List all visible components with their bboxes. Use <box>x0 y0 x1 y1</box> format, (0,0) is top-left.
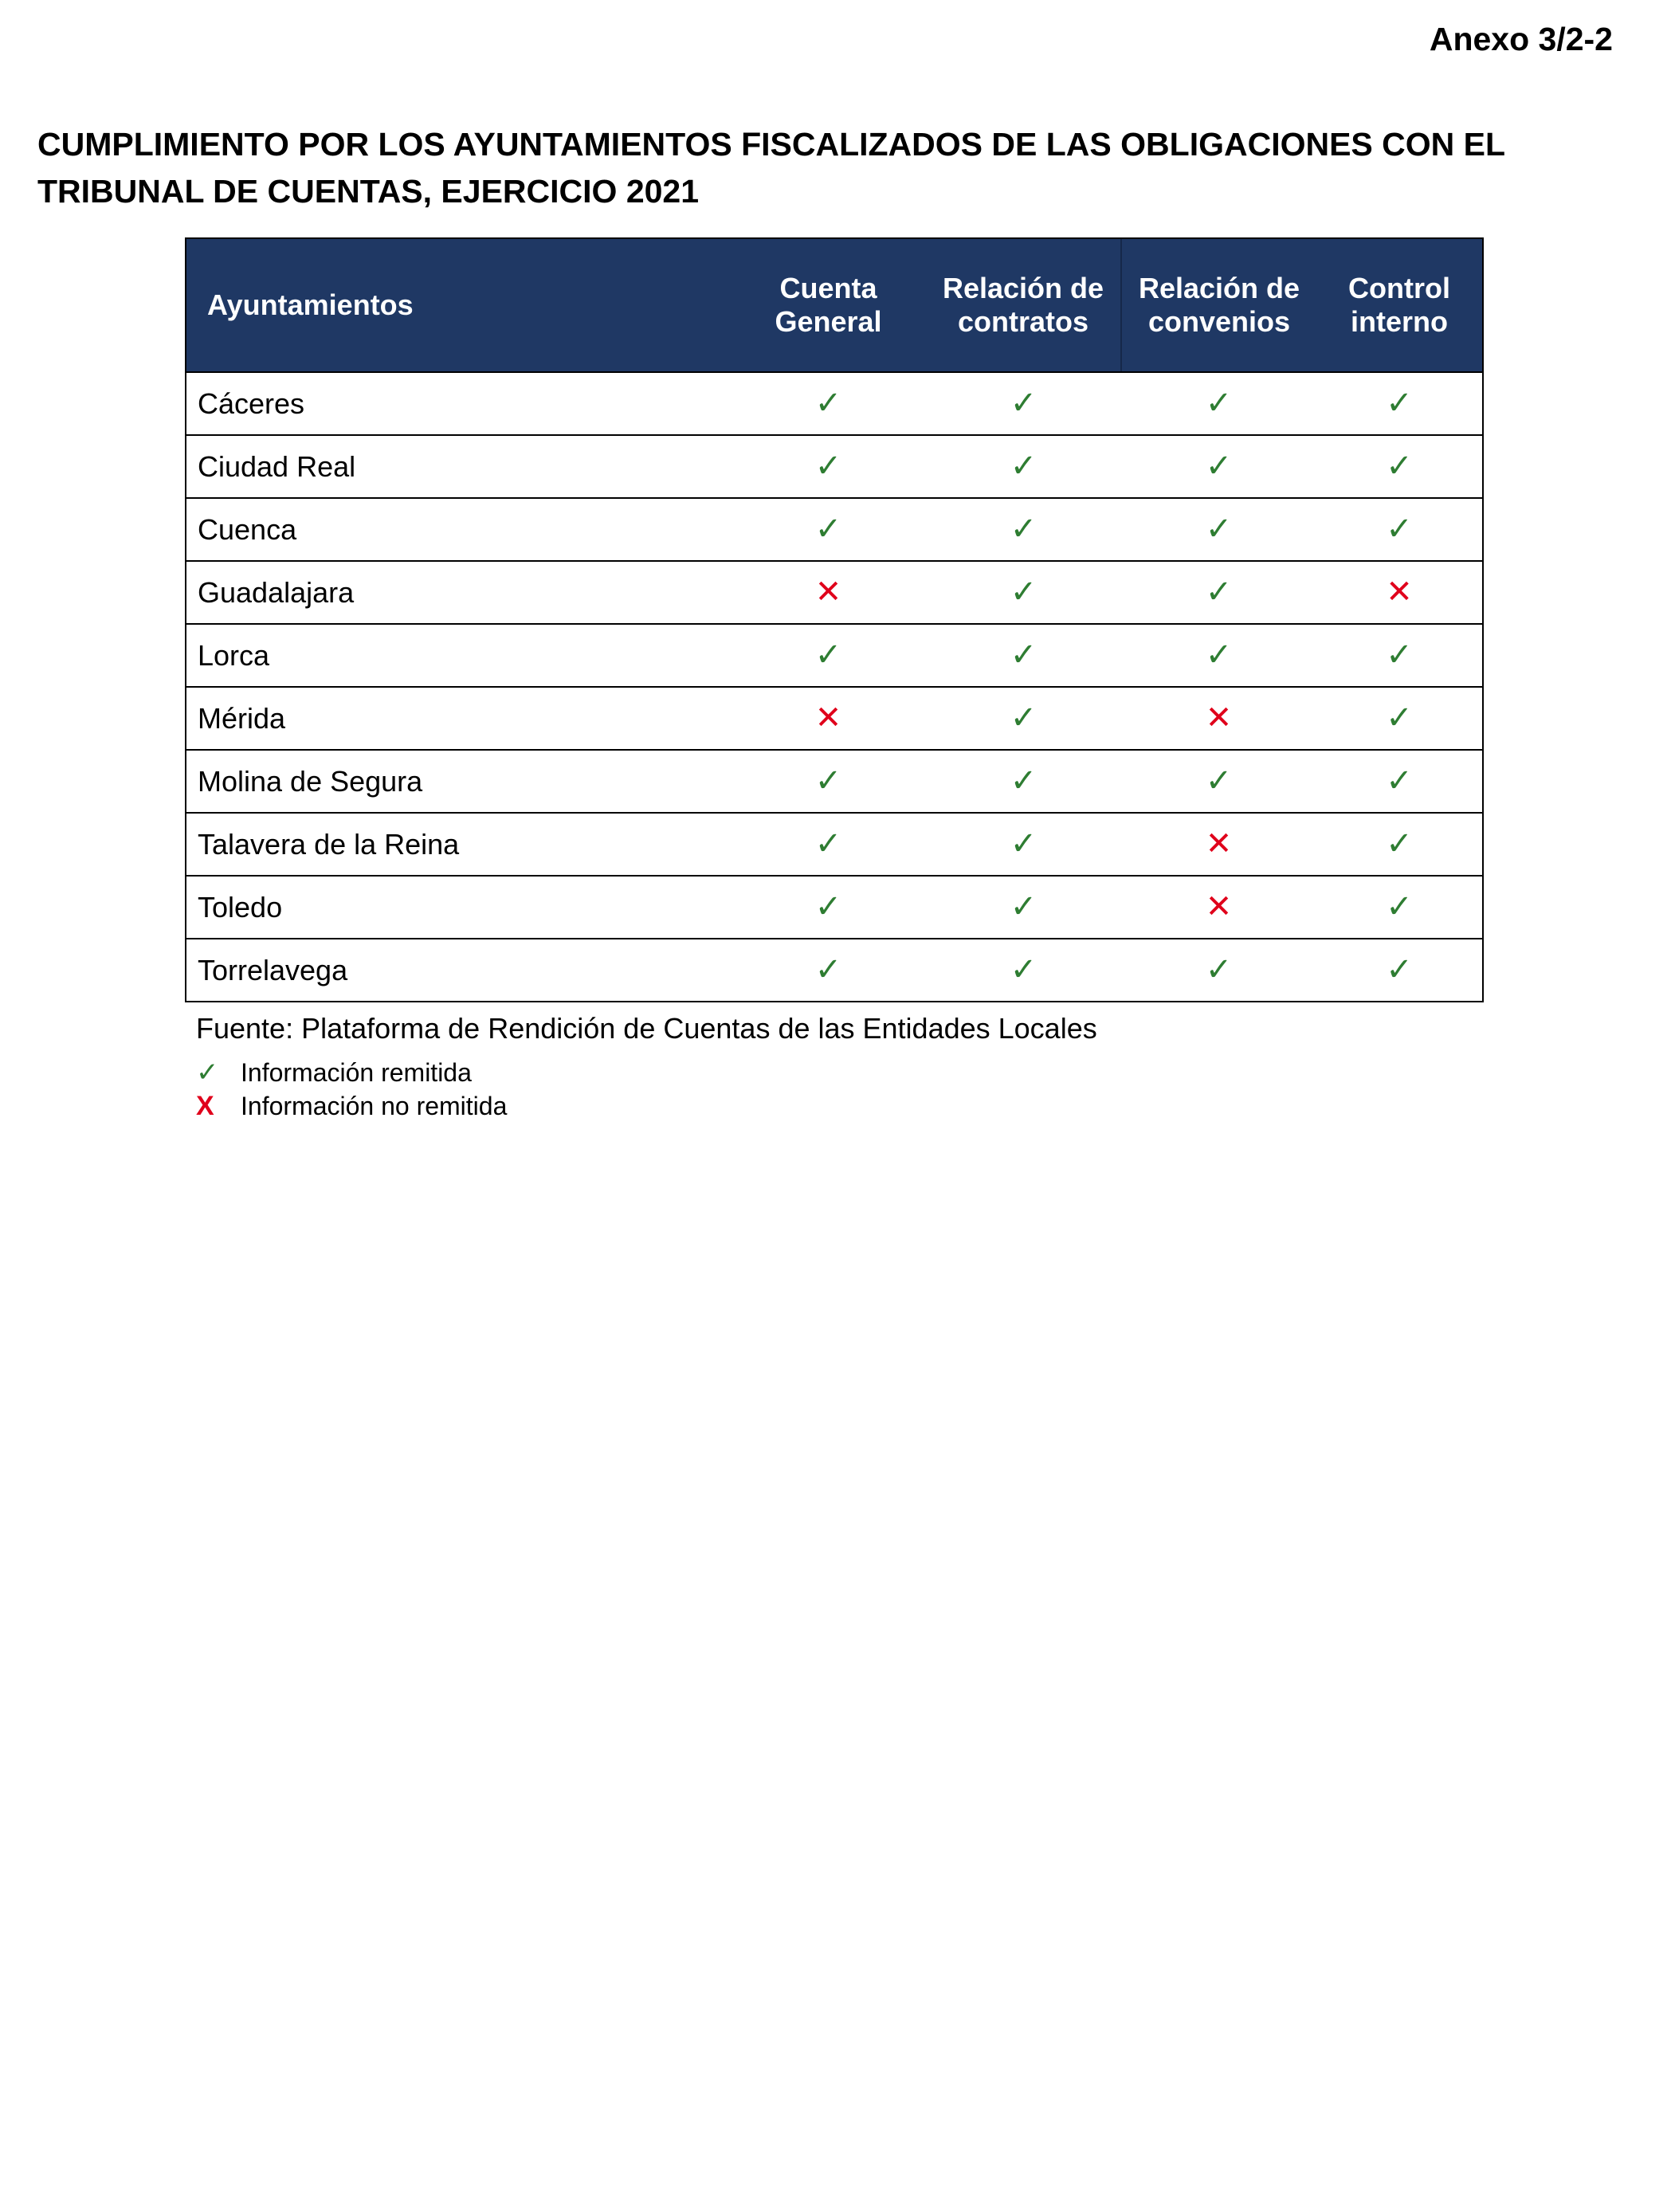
status-cell <box>926 561 1121 624</box>
status-cell <box>926 876 1121 939</box>
status-cell <box>731 813 926 876</box>
check-icon: ✓ <box>1010 574 1038 610</box>
check-icon: ✓ <box>1010 888 1038 924</box>
check-icon: ✓ <box>1010 637 1038 673</box>
status-cell <box>731 750 926 813</box>
ayuntamiento-name: Lorca <box>186 624 731 687</box>
column-header-cuenta-general: Cuenta General <box>731 238 926 372</box>
check-icon: ✓ <box>1386 511 1413 547</box>
status-cell <box>1316 624 1483 687</box>
cross-icon: ✕ <box>814 574 842 610</box>
status-cell <box>926 813 1121 876</box>
check-icon: ✓ <box>1010 700 1038 735</box>
status-cell <box>1121 813 1316 876</box>
check-icon: ✓ <box>196 1057 219 1088</box>
cross-icon: X <box>196 1090 214 1121</box>
document-title: CUMPLIMIENTO POR LOS AYUNTAMIENTOS FISCALIZADOS DE LAS OBLIGACIONES CON EL TRIBUNAL DE CUENTAS, EJERCICIO 2021 <box>37 126 1505 210</box>
ayuntamiento-name: Cuenca <box>186 498 731 561</box>
check-icon: ✓ <box>1386 637 1413 673</box>
check-icon: ✓ <box>1386 826 1413 861</box>
check-icon: ✓ <box>1205 637 1233 673</box>
status-cell <box>731 687 926 750</box>
status-cell <box>1316 813 1483 876</box>
legend-item-no-remitida <box>196 1089 507 1123</box>
check-icon: ✓ <box>814 888 842 924</box>
status-cell <box>1121 687 1316 750</box>
legend-item-remitida <box>196 1056 507 1089</box>
check-icon: ✓ <box>1010 448 1038 484</box>
status-cell <box>926 498 1121 561</box>
column-header-relacion-convenios: Relación de convenios <box>1121 238 1316 372</box>
status-cell <box>926 687 1121 750</box>
column-header-relacion-contratos: Relación de contratos <box>926 238 1121 372</box>
status-cell <box>731 876 926 939</box>
column-header-control-interno: Control interno <box>1316 238 1483 372</box>
table-body <box>186 372 1483 1002</box>
table-row <box>186 561 1483 624</box>
status-cell <box>926 750 1121 813</box>
legend-label-no-remitida: Información no remitida <box>241 1091 508 1120</box>
source-note: Fuente: Plataforma de Rendición de Cuentas de las Entidades Locales <box>196 1012 1097 1045</box>
table-row <box>186 624 1483 687</box>
status-cell <box>1121 435 1316 498</box>
status-cell <box>1316 687 1483 750</box>
ayuntamiento-name: Torrelavega <box>186 939 731 1002</box>
status-cell <box>1316 876 1483 939</box>
annex-label: Anexo 3/2-2 <box>1429 21 1613 57</box>
status-cell <box>1316 435 1483 498</box>
check-icon: ✓ <box>814 951 842 987</box>
check-icon: ✓ <box>1386 888 1413 924</box>
status-cell <box>1121 624 1316 687</box>
ayuntamiento-name: Ciudad Real <box>186 435 731 498</box>
cross-icon: ✕ <box>1386 574 1413 610</box>
status-cell <box>731 939 926 1002</box>
status-cell <box>731 561 926 624</box>
check-icon: ✓ <box>1386 700 1413 735</box>
ayuntamiento-name: Mérida <box>186 687 731 750</box>
cross-icon: ✕ <box>814 700 842 735</box>
ayuntamiento-name: Molina de Segura <box>186 750 731 813</box>
check-icon: ✓ <box>1386 385 1413 421</box>
compliance-table <box>185 237 1484 1002</box>
check-icon: ✓ <box>814 637 842 673</box>
cross-icon: ✕ <box>1205 826 1233 861</box>
check-icon: ✓ <box>1386 763 1413 798</box>
status-cell <box>926 372 1121 435</box>
status-cell <box>1316 498 1483 561</box>
check-icon: ✓ <box>814 826 842 861</box>
table-row <box>186 435 1483 498</box>
status-cell <box>1121 561 1316 624</box>
status-cell <box>926 624 1121 687</box>
status-cell <box>1316 750 1483 813</box>
check-icon: ✓ <box>814 448 842 484</box>
status-cell <box>926 939 1121 1002</box>
status-cell <box>1121 372 1316 435</box>
status-cell <box>926 435 1121 498</box>
check-icon: ✓ <box>1205 574 1233 610</box>
check-icon: ✓ <box>1205 511 1233 547</box>
check-icon: ✓ <box>1010 511 1038 547</box>
cross-icon: ✕ <box>1205 888 1233 924</box>
table-row <box>186 498 1483 561</box>
status-cell <box>1121 876 1316 939</box>
status-cell <box>1316 372 1483 435</box>
check-icon: ✓ <box>814 385 842 421</box>
check-icon: ✓ <box>1205 385 1233 421</box>
table-row <box>186 687 1483 750</box>
cross-icon: ✕ <box>1205 700 1233 735</box>
status-cell <box>731 435 926 498</box>
check-icon: ✓ <box>1205 763 1233 798</box>
status-cell <box>1121 939 1316 1002</box>
table-row <box>186 939 1483 1002</box>
table-row <box>186 876 1483 939</box>
check-icon: ✓ <box>814 763 842 798</box>
table-row <box>186 813 1483 876</box>
ayuntamiento-name: Toledo <box>186 876 731 939</box>
status-cell <box>731 624 926 687</box>
status-cell <box>1316 939 1483 1002</box>
ayuntamiento-name: Guadalajara <box>186 561 731 624</box>
table-header-row <box>186 238 1483 372</box>
compliance-table-container <box>185 237 1482 1002</box>
check-icon: ✓ <box>1205 448 1233 484</box>
check-icon: ✓ <box>1010 951 1038 987</box>
column-header-ayuntamientos: Ayuntamientos <box>186 238 731 372</box>
check-icon: ✓ <box>1386 448 1413 484</box>
legend <box>196 1056 507 1123</box>
ayuntamiento-name: Talavera de la Reina <box>186 813 731 876</box>
check-icon: ✓ <box>814 511 842 547</box>
status-cell <box>1121 750 1316 813</box>
check-icon: ✓ <box>1386 951 1413 987</box>
check-icon: ✓ <box>1205 951 1233 987</box>
check-icon: ✓ <box>1010 763 1038 798</box>
status-cell <box>1121 498 1316 561</box>
check-icon: ✓ <box>1010 385 1038 421</box>
status-cell <box>1316 561 1483 624</box>
status-cell <box>731 372 926 435</box>
ayuntamiento-name: Cáceres <box>186 372 731 435</box>
table-row <box>186 750 1483 813</box>
check-icon: ✓ <box>1010 826 1038 861</box>
legend-label-remitida: Información remitida <box>241 1057 472 1087</box>
table-row <box>186 372 1483 435</box>
status-cell <box>731 498 926 561</box>
